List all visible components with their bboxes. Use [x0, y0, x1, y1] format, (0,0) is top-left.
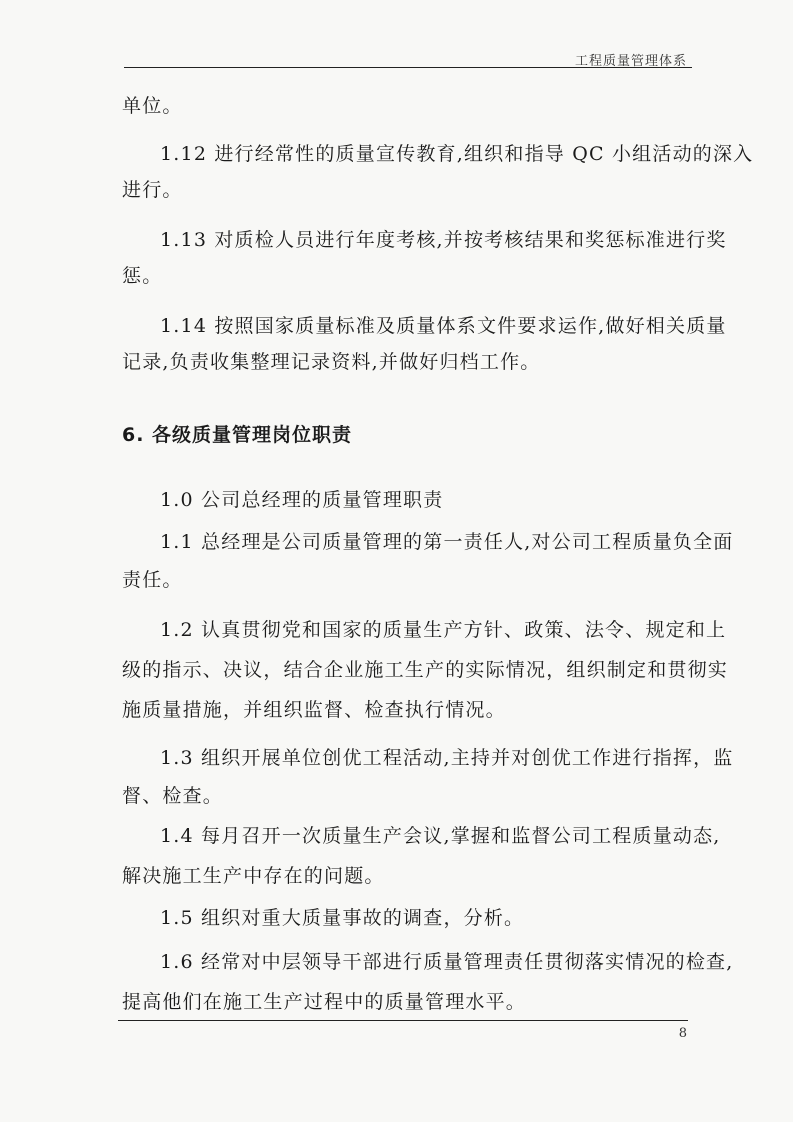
paragraph-1-13-line-1: 1.13 对质检人员进行年度考核,并按考核结果和奖惩标准进行奖 — [160, 229, 727, 251]
paragraph-1-6-line-1: 1.6 经常对中层领导干部进行质量管理责任贯彻落实情况的检查, — [160, 951, 734, 973]
paragraph-1-2-line-3: 施质量措施，并组织监督、检查执行情况。 — [122, 699, 506, 721]
header-title: 工程质量管理体系 — [574, 54, 687, 69]
paragraph-1-12-line-1: 1.12 进行经常性的质量宣传教育,组织和指导 QC 小组活动的深入 — [160, 143, 754, 165]
paragraph-1-2-line-1: 1.2 认真贯彻党和国家的质量生产方针、政策、法令、规定和上 — [160, 619, 727, 641]
footer-rule — [118, 1020, 688, 1021]
paragraph-1-14-line-2: 记录,负责收集整理记录资料,并做好归档工作。 — [122, 351, 541, 373]
header-rule — [124, 67, 692, 68]
paragraph-1-3-line-2: 督、检查。 — [122, 785, 224, 807]
paragraph-1-5: 1.5 组织对重大质量事故的调查，分析。 — [160, 907, 525, 929]
paragraph-1-14-line-1: 1.14 按照国家质量标准及质量体系文件要求运作,做好相关质量 — [160, 315, 727, 337]
paragraph-continuation: 单位。 — [122, 95, 183, 117]
paragraph-1-12-line-2: 进行。 — [122, 179, 183, 201]
paragraph-1-1-line-2: 责任。 — [122, 569, 183, 591]
paragraph-1-6-line-2: 提高他们在施工生产过程中的质量管理水平。 — [122, 991, 527, 1013]
paragraph-1-0: 1.0 公司总经理的质量管理职责 — [160, 489, 444, 511]
paragraph-1-3-line-1: 1.3 组织开展单位创优工程活动,主持并对创优工作进行指挥，监 — [160, 747, 734, 769]
paragraph-1-2-line-2: 级的指示、决议，结合企业施工生产的实际情况，组织制定和贯彻实 — [122, 659, 729, 681]
page-number: 8 — [678, 1026, 687, 1041]
paragraph-1-13-line-2: 惩。 — [122, 265, 163, 287]
paragraph-1-4-line-1: 1.4 每月召开一次质量生产会议,掌握和监督公司工程质量动态, — [160, 825, 721, 847]
paragraph-1-1-line-1: 1.1 总经理是公司质量管理的第一责任人,对公司工程质量负全面 — [160, 531, 734, 553]
paragraph-1-4-line-2: 解决施工生产中存在的问题。 — [122, 865, 385, 887]
section-heading: 6. 各级质量管理岗位职责 — [122, 424, 353, 446]
